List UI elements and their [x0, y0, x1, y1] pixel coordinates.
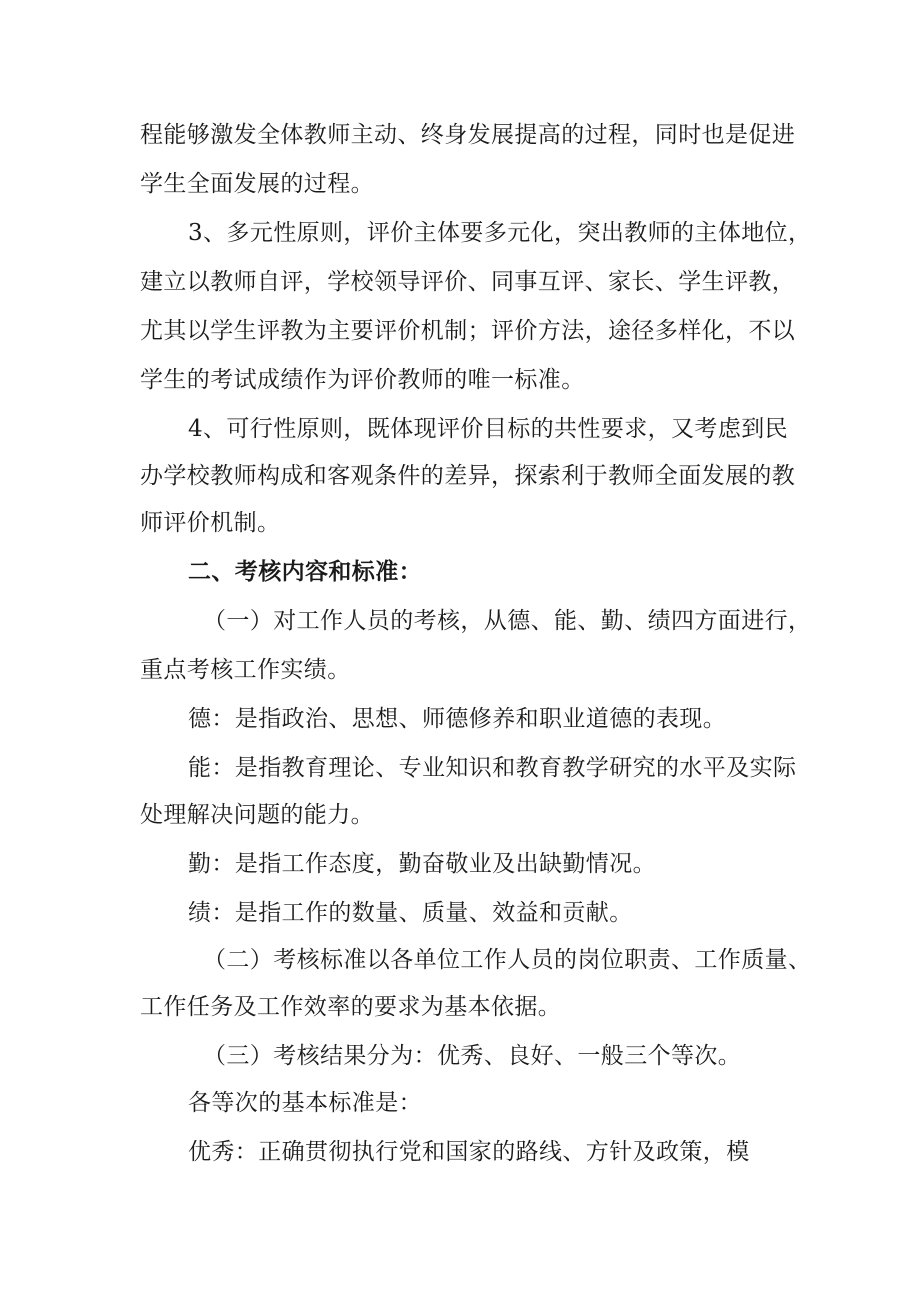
text-line: 尤其以学生评教为主要评价机制；评价方法，途径多样化，不以 — [140, 318, 796, 344]
text-line: （二）考核标准以各单位工作人员的岗位职责、工作质量、 — [203, 947, 812, 973]
text-line: 建立以教师自评，学校领导评价、同事互评、家长、学生评教， — [140, 269, 796, 295]
text-line: 绩：是指工作的数量、质量、效益和贡献。 — [188, 900, 633, 926]
text-line: 工作任务及工作效率的要求为基本依据。 — [140, 994, 562, 1020]
text-line: 重点考核工作实绩。 — [140, 657, 351, 683]
text-line: 程能够激发全体教师主动、终身发展提高的过程，同时也是促进 — [140, 122, 796, 148]
text-line: 学生的考试成绩作为评价教师的唯一标准。 — [140, 367, 585, 393]
text-line: 德：是指政治、思想、师德修养和职业道德的表现。 — [188, 706, 727, 732]
text-line: 处理解决问题的能力。 — [140, 802, 374, 828]
text-line: 各等次的基本标准是： — [188, 1090, 422, 1116]
text-line: 勤：是指工作态度，勤奋敬业及出缺勤情况。 — [188, 851, 656, 877]
text-line: 办学校教师构成和客观条件的差异，探索利于教师全面发展的教 — [140, 463, 796, 489]
text-line: 师评价机制。 — [140, 510, 281, 536]
text-line: 3、多元性原则，评价主体要多元化，突出教师的主体地位， — [188, 220, 812, 246]
text-line: （一）对工作人员的考核，从德、能、勤、绩四方面进行， — [203, 608, 812, 634]
text-line: （三）考核结果分为：优秀、良好、一般三个等次。 — [203, 1043, 742, 1069]
section-heading: 二、考核内容和标准： — [188, 558, 422, 585]
text-line: 4、可行性原则，既体现评价目标的共性要求，又考虑到民 — [188, 416, 789, 442]
text-line: 学生全面发展的过程。 — [140, 171, 374, 197]
text-line: 优秀：正确贯彻执行党和国家的路线、方针及政策，模 — [188, 1139, 750, 1165]
text-line: 能：是指教育理论、专业知识和教育教学研究的水平及实际 — [188, 755, 797, 781]
